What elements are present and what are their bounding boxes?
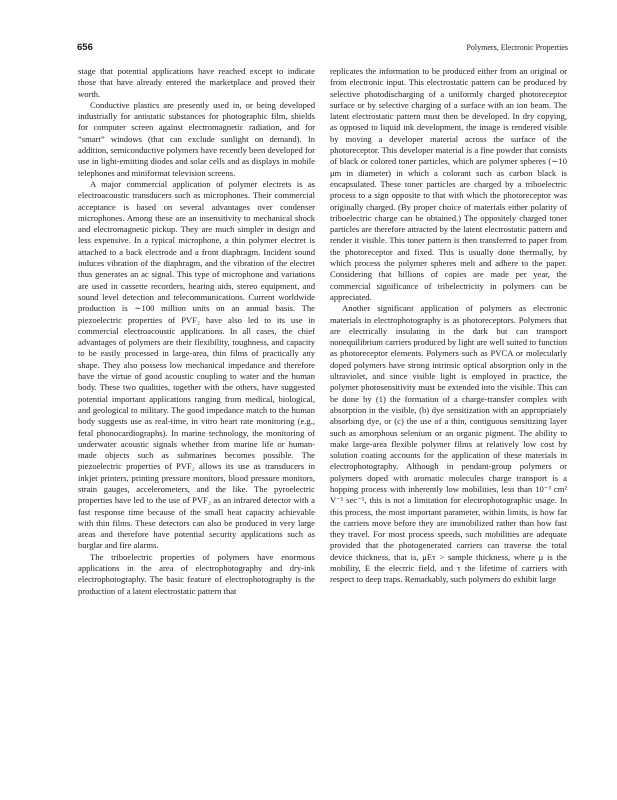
paragraph: Another significant application of polymers as electronic materials in electrophotography is as photoreceptors. Polymers that are electrically insulating in the dark but can transport nonequilibrium carriers produced by light are well suited to function as photoreceptor elements. Polymers such as PVCA or molecularly doped polymers have strong intrinsic optical absorption only in the ultraviolet, and since visible light is employed in practice, the polymer photosensitivity must be extended into the visible. This can be done by (1) the formation of a charge-transfer complex with absorption in the visible, (b) dye sensitization with an appropriately absorbing dye, or (c) the use of a thin, contiguous sensitizing layer such as amorphous selenium or an organic pigment. The ability to make large-area flexible polymer films at relatively low cost by solution coating accounts for the application of these materials in electrophotography. Although in pendant-group polymers or polymers doped with aromatic molecules charge transport is a hopping process with inherently low mobilities, less than 10⁻³ cm² V⁻¹ sec⁻¹, this is not a limitation for electrophotographic usage. In this process, the most important parameter, within limits, is how far the carriers move before they are immobilized rather than how fast they travel. For most process speeds, such mobilities are adequate provided that the photogenerated carriers can traverse the total device thickness, that is, μEτ > sample thickness, where μ is the mobility, E the electric field, and τ the lifetime of carriers with respect to deep traps. Remarkably, such polymers do exhibit large bbox=[330, 303, 567, 585]
paragraph: stage that potential applications have reached except to indicate those that have already entered the marketplace and proved their worth. bbox=[78, 66, 315, 99]
page-number: 656 bbox=[77, 42, 93, 53]
running-title: Polymers, Electronic Properties bbox=[466, 43, 568, 52]
left-column bbox=[78, 66, 315, 597]
page-header bbox=[77, 42, 568, 56]
paragraph: Conductive plastics are presently used in, or being developed industrially for antistatic substances for photographic film, shields for computer screen against electromagnetic radiation, and for “smart” windows (that can exclude sunlight on demand). In addition, semiconductive polymers have recently been developed for use in light-emitting diodes and solar cells and as displays in mobile telephones and miniformat television screens. bbox=[78, 99, 315, 178]
paragraph: The triboelectric properties of polymers have enormous applications in the area of electrophotography and dry-ink electrophotography. The basic feature of electrophotography is the production of a latent electrostatic pattern that bbox=[78, 551, 315, 596]
paragraph: A major commercial application of polymer electrets is as electroacoustic transducers such as microphones. Their commercial acceptance is based on several advantages over condenser microphones. Among these are an insensitivity to mechanical shock and electromagnetic pickup. They are much simpler in design and less expensive. In a typical microphone, a thin polymer electret is attached to a back electrode and a front diaphragm. Incident sound induces vibration of the diaphragm, and the vibration of the electret thus generates an ac signal. This type of microphone and variations are used in cassette recorders, hearing aids, stereo equipment, and sound level detection and telecommunications. Current worldwide production is ∼100 million units on an annual basis. The piezoelectric properties of PVF₂ have also led to its use in commercial electroacoustic applications. In all cases, the chief advantages of polymers are their flexibility, toughness, and capacity to be easily processed in large-area, thin films of practically any shape. They also possess low mechanical impedance and therefore have the virtue of good acoustic coupling to water and the human body. These two qualities, together with the others, have suggested potential important applications ranging from medical, biological, and geological to military. The good impedance match to the human body suggests use as real-time, in vitro heart rate monitoring (e.g., fetal phonocardiographs). In marine technology, the monitoring of underwater acoustic signals whether from marine life or human-made objects such as submarines becomes possible. The piezoelectric properties of PVF₂ allows its use as transducers in inkjet printers, printing pressure monitors, blood pressure monitors, strain gauges, accelerometers, and the like. The pyroelectric properties have led to the use of PVF₂ as an infrared detector with a fast response time because of the small heat capacity achievable with thin films. These detectors can also be produced in very large areas and therefore have potential security applications such as burglar and fire alarms. bbox=[78, 178, 315, 551]
paragraph: replicates the information to be produced either from an original or from electronic input. This electrostatic pattern can be produced by selective photodischarging of a uniformly charged photoreceptor surface or by selective charging of a surface with an ion beam. The latent electrostatic pattern must then be developed. In dry copying, as opposed to liquid ink development, the image is rendered visible by moving a developer material across the surface of the photoreceptor. This developer material is a fine powder that consists of black or colored toner particles, which are polymer spheres (∼10 μm in diameter) in which a colorant such as carbon black is encapsulated. These toner particles are charged by a triboelectric process to a sign opposite to that with which the photoreceptor was originally charged. (By proper choice of materials either polarity of triboelectric charge can be obtained.) The oppositely charged toner particles are therefore attracted by the latent electrostatic pattern and render it visible. This toner pattern is then transferred to paper from the photoreceptor and fixed. This is usually done thermally, by which process the polymer spheres melt and adhere to the paper. Considering that billions of copies are made per year, the commercial significance of tribelectricity in polymers can be appreciated. bbox=[330, 66, 567, 302]
right-column bbox=[330, 66, 567, 586]
